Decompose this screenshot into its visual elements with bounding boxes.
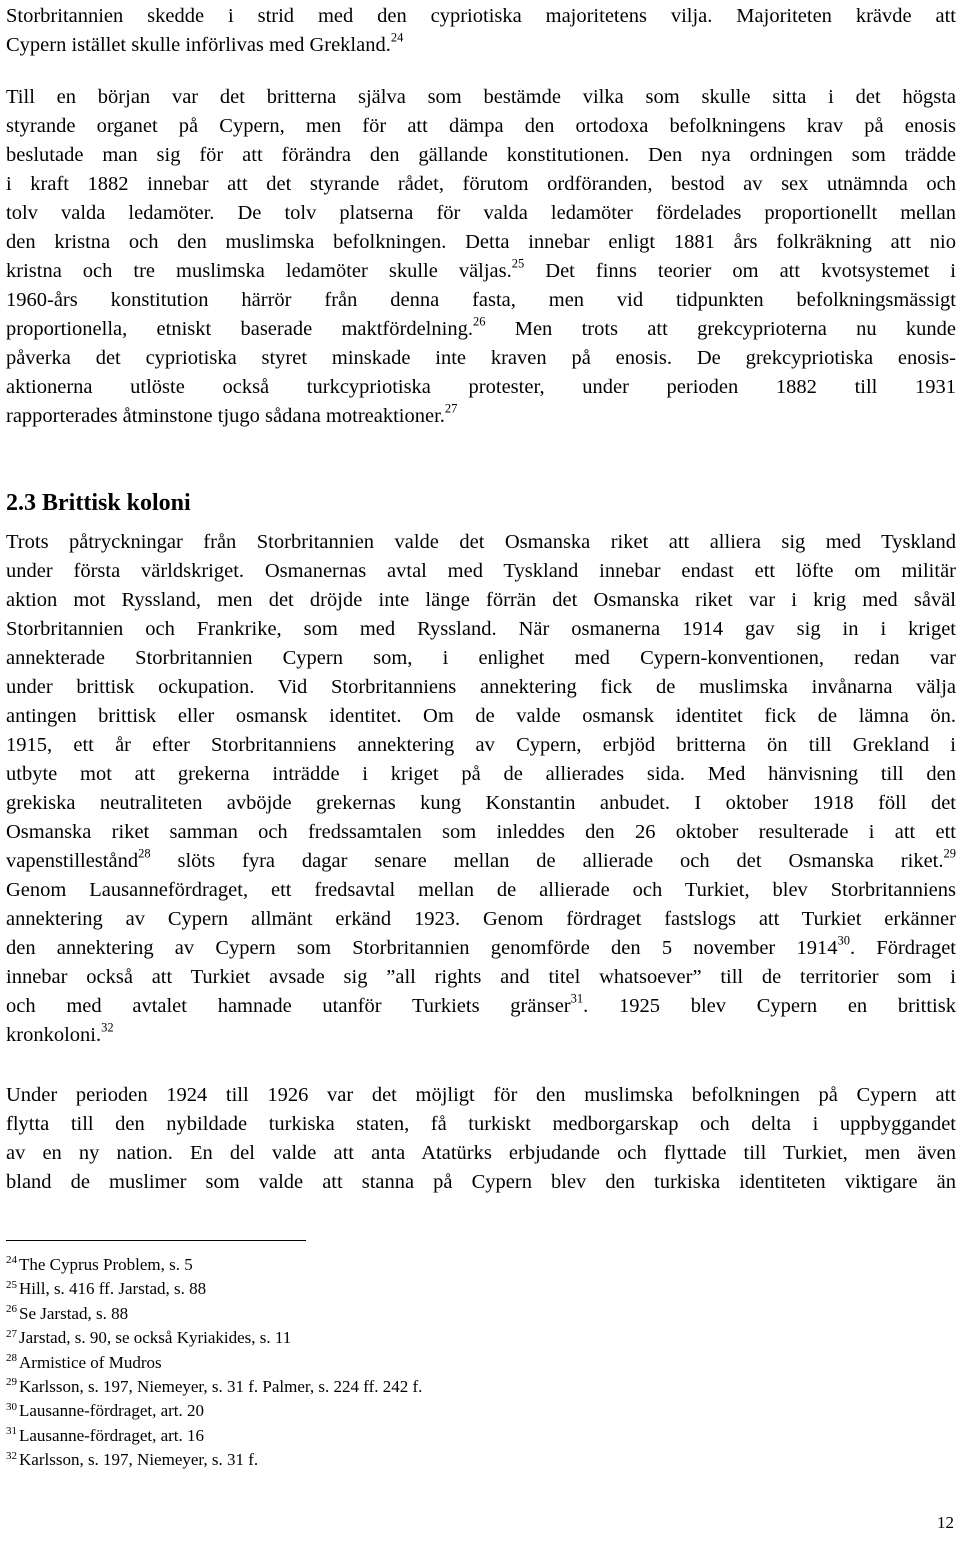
footnote-ref[interactable]: 32 bbox=[101, 1020, 114, 1035]
text-line: kristna och tre muslimska ledamöter skulle väljas.$^{25}$ Det finns teorier om att kvotsystemet i bbox=[6, 256, 956, 282]
footnote bbox=[6, 1448, 422, 1472]
footnote-text: Se Jarstad, s. 88 bbox=[19, 1303, 129, 1323]
footnote-ref[interactable]: 31 bbox=[570, 991, 584, 1006]
text-line: beslutade man sig för att förändra den gällande konstitutionen. Den nya ordningen som trädde bbox=[6, 144, 956, 166]
footnote bbox=[6, 1253, 422, 1277]
text-line: aktionerna utlöste också turkcypriotiska protester, under perioden 1882 till 1931 bbox=[6, 376, 956, 398]
footnotes bbox=[6, 1253, 422, 1473]
text-line: flytta till den nybildade turkiska staten, få turkiskt medborgarskap och delta i uppbyggandet bbox=[6, 1113, 956, 1135]
text-line: den annektering av Cypern som Storbritannien genomförde den 5 november 1914$^{30}$. Fördraget bbox=[6, 933, 956, 959]
text-line: Till en början var det britterna själva som bestämde vilka som skulle sitta i det högsta bbox=[6, 86, 956, 108]
footnote-ref[interactable]: 29 bbox=[943, 846, 956, 861]
text-line: den kristna och den muslimska befolkningen. Detta innebar enligt 1881 års folkräkning att nio bbox=[6, 231, 956, 253]
footnote-text: Lausanne-fördraget, art. 16 bbox=[19, 1425, 205, 1445]
text-line: Storbritannien och Frankrike, som med Ryssland. När osmanerna 1914 gav sig in i kriget bbox=[6, 618, 956, 640]
footnote-number: 24 bbox=[6, 1254, 17, 1267]
footnote-ref[interactable]: 27 bbox=[444, 401, 458, 416]
paragraph-continuation bbox=[6, 2, 956, 60]
footnote-text: Jarstad, s. 90, se också Kyriakides, s. 11 bbox=[19, 1328, 292, 1348]
text-line: Osmanska riket samman och fredssamtalen som inleddes den 26 oktober resulterade i att ett bbox=[6, 821, 956, 843]
footnote bbox=[6, 1399, 422, 1423]
footnote-text: The Cyprus Problem, s. 5 bbox=[19, 1255, 193, 1274]
text-line: grekiska neutraliteten avböjde grekernas kung Konstantin anbudet. I oktober 1918 föll det bbox=[6, 792, 956, 814]
text-line: rapporterades åtminstone tjugo sådana motreaktioner.$^{27}$ bbox=[6, 401, 458, 427]
footnote-number: 31 bbox=[6, 1425, 17, 1438]
paragraph bbox=[6, 1081, 956, 1197]
footnote-number: 30 bbox=[6, 1400, 17, 1413]
text-line: under första världskriget. Osmanernas avtal med Tyskland innebar endast ett löfte om militär bbox=[6, 560, 956, 582]
footnote-text: Lausanne-fördraget, art. 20 bbox=[19, 1401, 205, 1421]
footnote-number: 27 bbox=[6, 1327, 17, 1340]
footnote-ref[interactable]: 25 bbox=[511, 256, 525, 271]
text-line: 1960-års konstitution härrör från denna fasta, men vid tidpunkten befolkningsmässigt bbox=[6, 289, 956, 311]
paragraph bbox=[6, 83, 956, 431]
text-line: under brittisk ockupation. Vid Storbritanniens annektering fick de muslimska invånarna välja bbox=[6, 676, 956, 698]
footnote bbox=[6, 1277, 422, 1301]
footnote-number: 28 bbox=[6, 1352, 17, 1365]
text-line: Trots påtryckningar från Storbritannien valde det Osmanska riket att alliera sig med Tyskland bbox=[6, 531, 956, 553]
footnote-ref[interactable]: 30 bbox=[837, 933, 850, 948]
paragraph bbox=[6, 528, 956, 1050]
footnote-number: 32 bbox=[6, 1449, 17, 1462]
footnote-text: Karlsson, s. 197, Niemeyer, s. 31 f. bbox=[19, 1450, 259, 1470]
text-line: annektering av Cypern allmänt erkänd 1923. Genom fördraget fastslogs att Turkiet erkänner bbox=[6, 908, 956, 930]
text-line: Under perioden 1924 till 1926 var det möjligt för den muslimska befolkningen på Cypern att bbox=[6, 1084, 956, 1106]
text-line: Genom Lausannefördraget, ett fredsavtal mellan de allierade och Turkiet, blev Storbritanniens bbox=[6, 879, 956, 901]
footnote bbox=[6, 1302, 422, 1326]
text-line: Storbritannien skedde i strid med den cypriotiska majoritetens vilja. Majoriteten krävde att bbox=[6, 5, 956, 27]
footnote-number: 25 bbox=[6, 1278, 17, 1291]
footnote-text: Karlsson, s. 197, Niemeyer, s. 31 f. Palmer, s. 224 ff. 242 f. bbox=[19, 1377, 423, 1397]
text-line: vapenstillestånd$^{28}$ slöts fyra dagar senare mellan de allierade och det Osmanska riket.$^{29}$ bbox=[6, 846, 956, 872]
footnote-ref[interactable]: 26 bbox=[472, 314, 486, 329]
text-line: bland de muslimer som valde att stanna på Cypern blev den turkiska identiteten viktigare än bbox=[6, 1171, 956, 1193]
text-line: och med avtalet hamnade utanför Turkiets gränser$^{31}$. 1925 blev Cypern en brittisk bbox=[6, 991, 956, 1017]
footnote-text: Armistice of Mudros bbox=[19, 1352, 162, 1372]
footnote-ref[interactable]: 28 bbox=[138, 846, 151, 861]
page-number: 12 bbox=[937, 1513, 954, 1532]
footnote bbox=[6, 1326, 422, 1350]
footnote-ref[interactable]: 24 bbox=[390, 30, 404, 45]
footnote-number: 26 bbox=[6, 1303, 17, 1316]
text-line: tolv valda ledamöter. De tolv platserna för valda ledamöter fördelades proportionellt mellan bbox=[6, 202, 956, 224]
text-line: Cypern istället skulle införlivas med Grekland.$^{24}$ bbox=[6, 30, 404, 56]
text-line: proportionella, etniskt baserade maktfördelning.$^{26}$ Men trots att grekcyprioterna nu kunde bbox=[6, 314, 956, 340]
text-line: aktion mot Ryssland, men det dröjde inte länge förrän det Osmanska riket var i krig med såväl bbox=[6, 589, 956, 611]
footnote bbox=[6, 1424, 422, 1448]
footnote-separator bbox=[6, 1240, 306, 1241]
text-line: kronkoloni.$^{32}$ bbox=[6, 1020, 114, 1046]
text-line: styrande organet på Cypern, men för att dämpa den ortodoxa befolkningens krav på enosis bbox=[6, 115, 956, 137]
text-line: i kraft 1882 innebar att det styrande rådet, förutom ordföranden, bestod av sex utnämnda och bbox=[6, 173, 956, 195]
text-line: antingen brittisk eller osmansk identitet. Om de valde osmansk identitet fick de lämna ön. bbox=[6, 705, 956, 727]
footnote bbox=[6, 1375, 422, 1399]
footnote-number: 29 bbox=[6, 1376, 17, 1389]
text-line: påverka det cypriotiska styret minskade inte kraven på enosis. De grekcypriotiska enosis- bbox=[6, 347, 956, 369]
footnote bbox=[6, 1351, 422, 1375]
text-line: av en ny nation. En del valde att anta Atatürks erbjudande och flyttade till Turkiet, men även bbox=[6, 1142, 956, 1164]
section-heading: 2.3 Brittisk koloni bbox=[6, 490, 191, 516]
text-line: annekterade Storbritannien Cypern som, i enlighet med Cypern-konventionen, redan var bbox=[6, 647, 956, 669]
footnote-text: Hill, s. 416 ff. Jarstad, s. 88 bbox=[19, 1279, 207, 1299]
text-line: innebar också att Turkiet avsade sig ”all rights and titel whatsoever” till de territorier som i bbox=[6, 966, 956, 988]
text-line: utbyte mot att grekerna inträdde i kriget på de allierades sida. Med hänvisning till den bbox=[6, 763, 956, 785]
text-line: 1915, ett år efter Storbritanniens annektering av Cypern, erbjöd britterna ön till Grekland i bbox=[6, 734, 956, 756]
